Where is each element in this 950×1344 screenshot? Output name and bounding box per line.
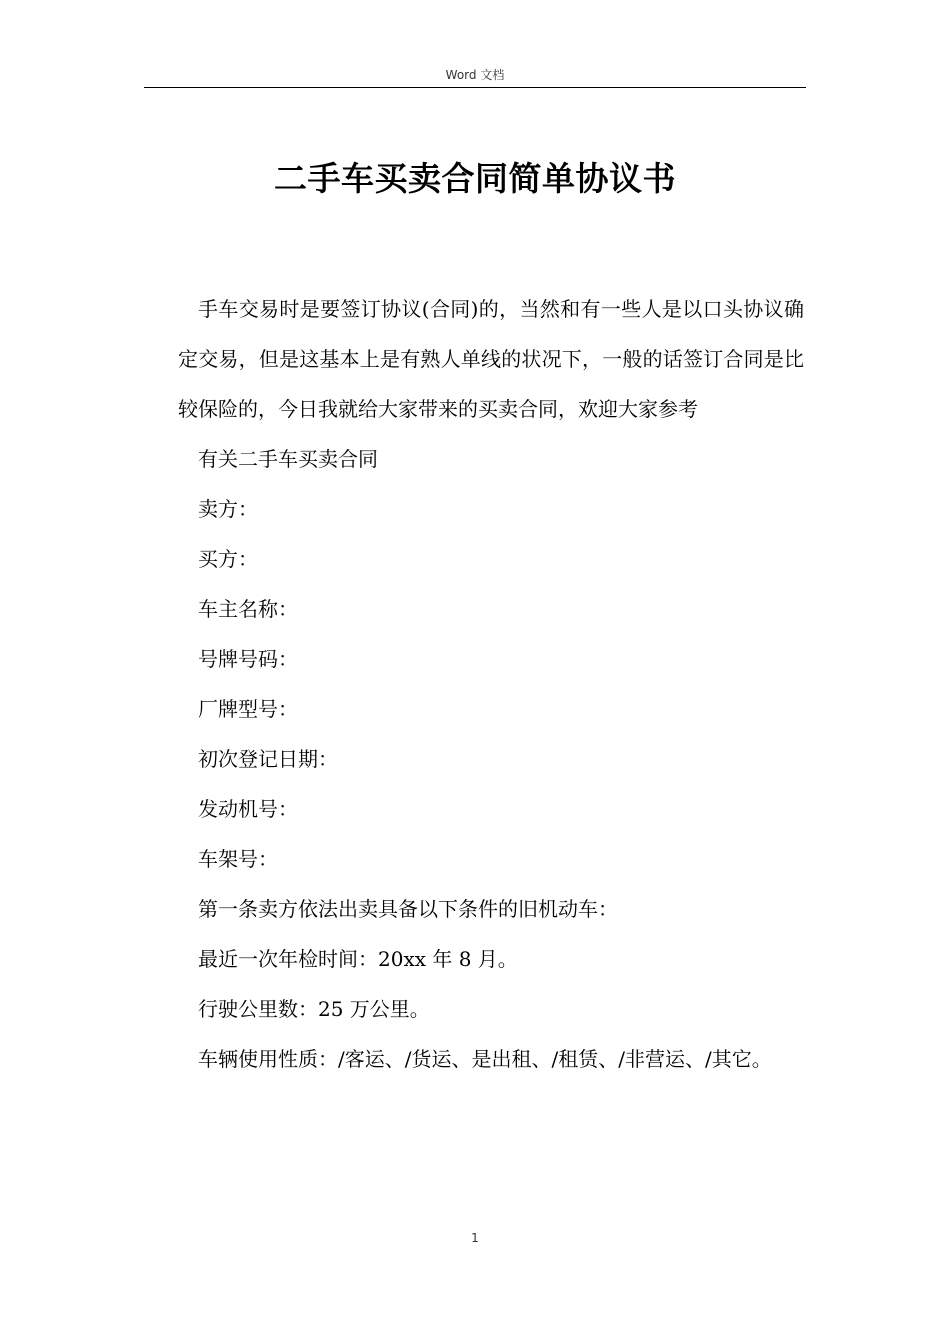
header-divider: [144, 87, 806, 88]
paragraph-owner-name: 车主名称：: [198, 597, 298, 621]
paragraph-article-one: 第一条卖方依法出卖具备以下条件的旧机动车：: [198, 897, 618, 921]
document-body: [178, 284, 804, 1084]
document-title: 二手车买卖合同简单协议书: [274, 159, 676, 198]
paragraph-last-inspection: 最近一次年检时间：20xx 年 8 月。: [198, 947, 518, 971]
paragraph-usage-type: 车辆使用性质：/客运、/货运、是出租、/租赁、/非营运、/其它。: [198, 1047, 772, 1071]
paragraph-seller: 卖方：: [198, 497, 258, 521]
paragraph-brand-model: 厂牌型号：: [198, 697, 298, 721]
page-number: 1: [471, 1231, 479, 1245]
paragraph-plate-number: 号牌号码：: [198, 647, 298, 671]
paragraph-mileage: 行驶公里数：25 万公里。: [198, 997, 430, 1021]
paragraph-engine-number: 发动机号：: [198, 797, 298, 821]
paragraph-frame-number: 车架号：: [198, 847, 278, 871]
paragraph-first-registration: 初次登记日期：: [198, 747, 338, 771]
paragraph-intro: 手车交易时是要签订协议(合同)的，当然和有一些人是以口头协议确定交易，但是这基本上是有熟人单线的状况下，一般的话签订合同是比较保险的，今日我就给大家带来的买卖合同，欢迎大家参考: [178, 297, 804, 421]
paragraph-contract-heading: 有关二手车买卖合同: [198, 447, 378, 471]
page-header: Word 文档: [445, 68, 505, 82]
paragraph-buyer: 买方：: [198, 547, 258, 571]
